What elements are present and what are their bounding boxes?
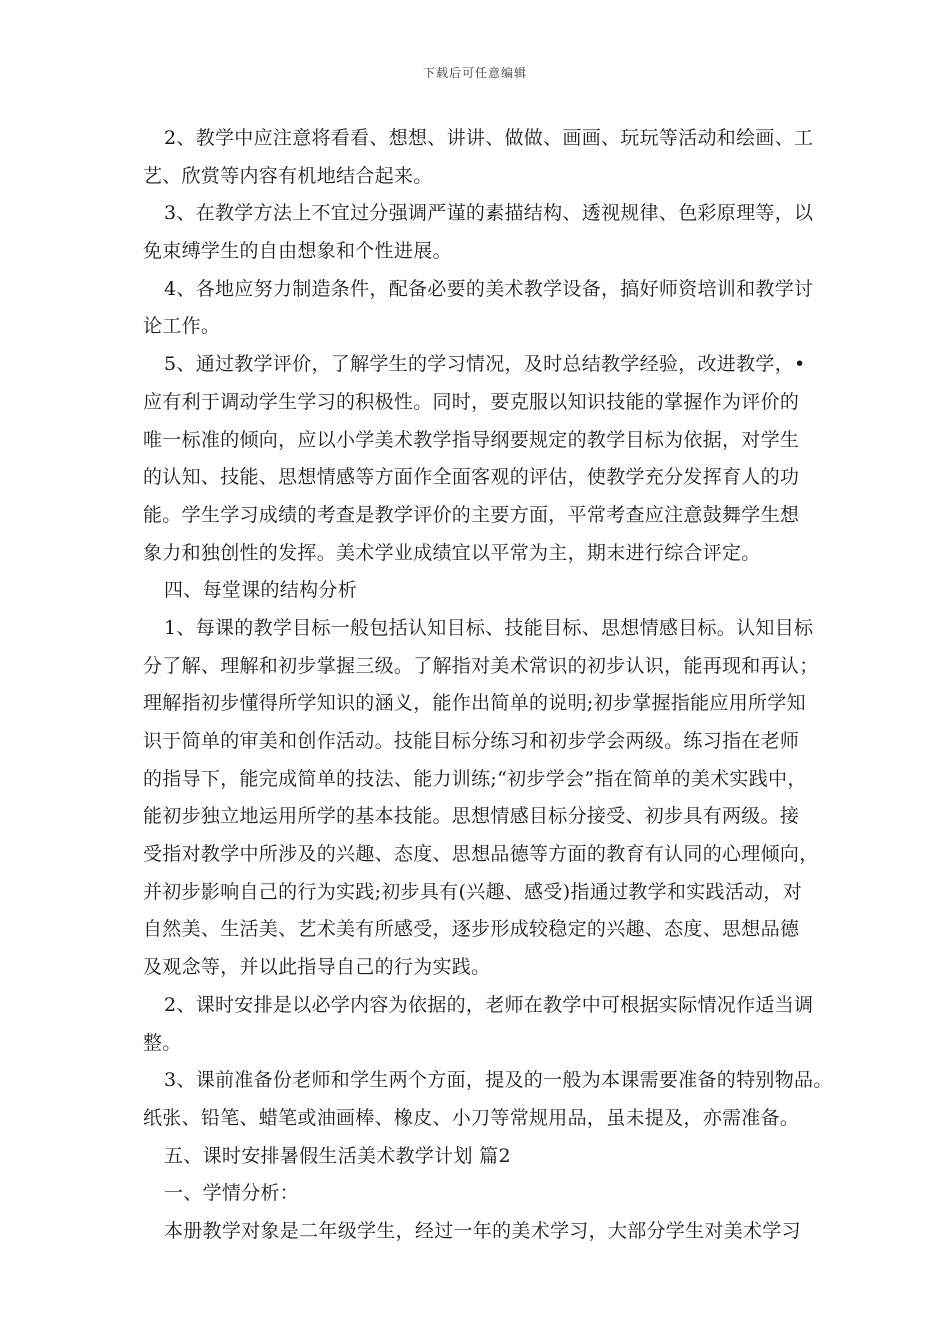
document-body	[143, 120, 833, 1251]
text-line: 及观念等，并以此指导自己的行为实践。	[143, 956, 491, 979]
text-line: 识于简单的审美和创作活动。技能目标分练习和初步学会两级。练习指在老师	[143, 730, 800, 752]
text-line: 3、在教学方法上不宜过分强调严谨的素描结构、透视规律、色彩原理等，以	[164, 202, 814, 225]
text-line: 艺、欣赏等内容有机地结合起来。	[143, 164, 433, 187]
text-line: 能。学生学习成绩的考查是教学评价的主要方面，平常考查应注意鼓舞学生想	[143, 503, 800, 526]
text-line: 的指导下，能完成简单的技法、能力训练;“初步学会”指在简单的美术实践中，	[143, 767, 807, 790]
text-line: 受指对教学中所涉及的兴趣、态度、思想品德等方面的教育有认同的心理倾向，	[143, 843, 819, 866]
text-line: 2、教学中应注意将看看、想想、讲讲、做做、画画、玩玩等活动和绘画、工	[164, 127, 814, 149]
text-line: 4、各地应努力制造条件，配备必要的美术教学设备，搞好师资培训和教学讨	[164, 277, 814, 300]
text-line: 3、课前准备份老师和学生两个方面，提及的一般为本课需要准备的特别物品。	[164, 1069, 833, 1092]
text-line: 5、通过教学评价，了解学生的学习情况，及时总结教学经验，改进教学，•	[164, 353, 806, 376]
text-line: 理解指初步懂得所学知识的涵义，能作出简单的说明;初步掌握指能应用所学知	[143, 692, 806, 715]
text-line: 纸张、铅笔、蜡笔或油画棒、橡皮、小刀等常规用品，虽未提及，亦需准备。	[143, 1106, 800, 1129]
text-line: 并初步影响自己的行为实践;初步具有(兴趣、感受)指通过教学和实践活动，对	[143, 880, 803, 903]
text-line: 象力和独创性的发挥。美术学业成绩宜以平常为主，期末进行综合评定。	[143, 541, 761, 564]
text-line: 1、每课的教学目标一般包括认知目标、技能目标、思想情感目标。认知目标	[164, 616, 814, 639]
text-line: 免束缚学生的自由想象和个性进展。	[143, 240, 452, 263]
text-line: 四、每堂课的结构分析	[164, 579, 358, 602]
text-line: 分了解、理解和初步掌握三级。了解指对美术常识的初步认识，能再现和再认；	[143, 654, 819, 677]
text-line: 应有利于调动学生学习的积极性。同时，要克服以知识技能的掌握作为评价的	[143, 390, 800, 413]
text-line: 五、课时安排暑假生活美术教学计划 篇2	[164, 1144, 511, 1167]
text-line: 唯一标准的倾向，应以小学美术教学指导纲要规定的教学目标为依据，对学生	[143, 428, 800, 451]
text-line: 本册教学对象是二年级学生，经过一年的美术学习，大部分学生对美术学习	[164, 1219, 801, 1242]
page-header: 下载后可任意编辑	[422, 66, 527, 80]
text-line: 自然美、生活美、艺术美有所感受，逐步形成较稳定的兴趣、态度、思想品德	[143, 918, 800, 941]
text-line: 一、学情分析：	[164, 1182, 300, 1205]
text-line: 的认知、技能、思想情感等方面作全面客观的评估，使教学充分发挥育人的功	[143, 466, 800, 489]
text-line: 2、课时安排是以必学内容为依据的，老师在教学中可根据实际情况作适当调	[164, 993, 814, 1016]
text-line: 论工作。	[143, 315, 221, 338]
text-line: 整。	[143, 1031, 182, 1054]
text-line: 能初步独立地运用所学的基本技能。思想情感目标分接受、初步具有两级。接	[143, 805, 800, 828]
